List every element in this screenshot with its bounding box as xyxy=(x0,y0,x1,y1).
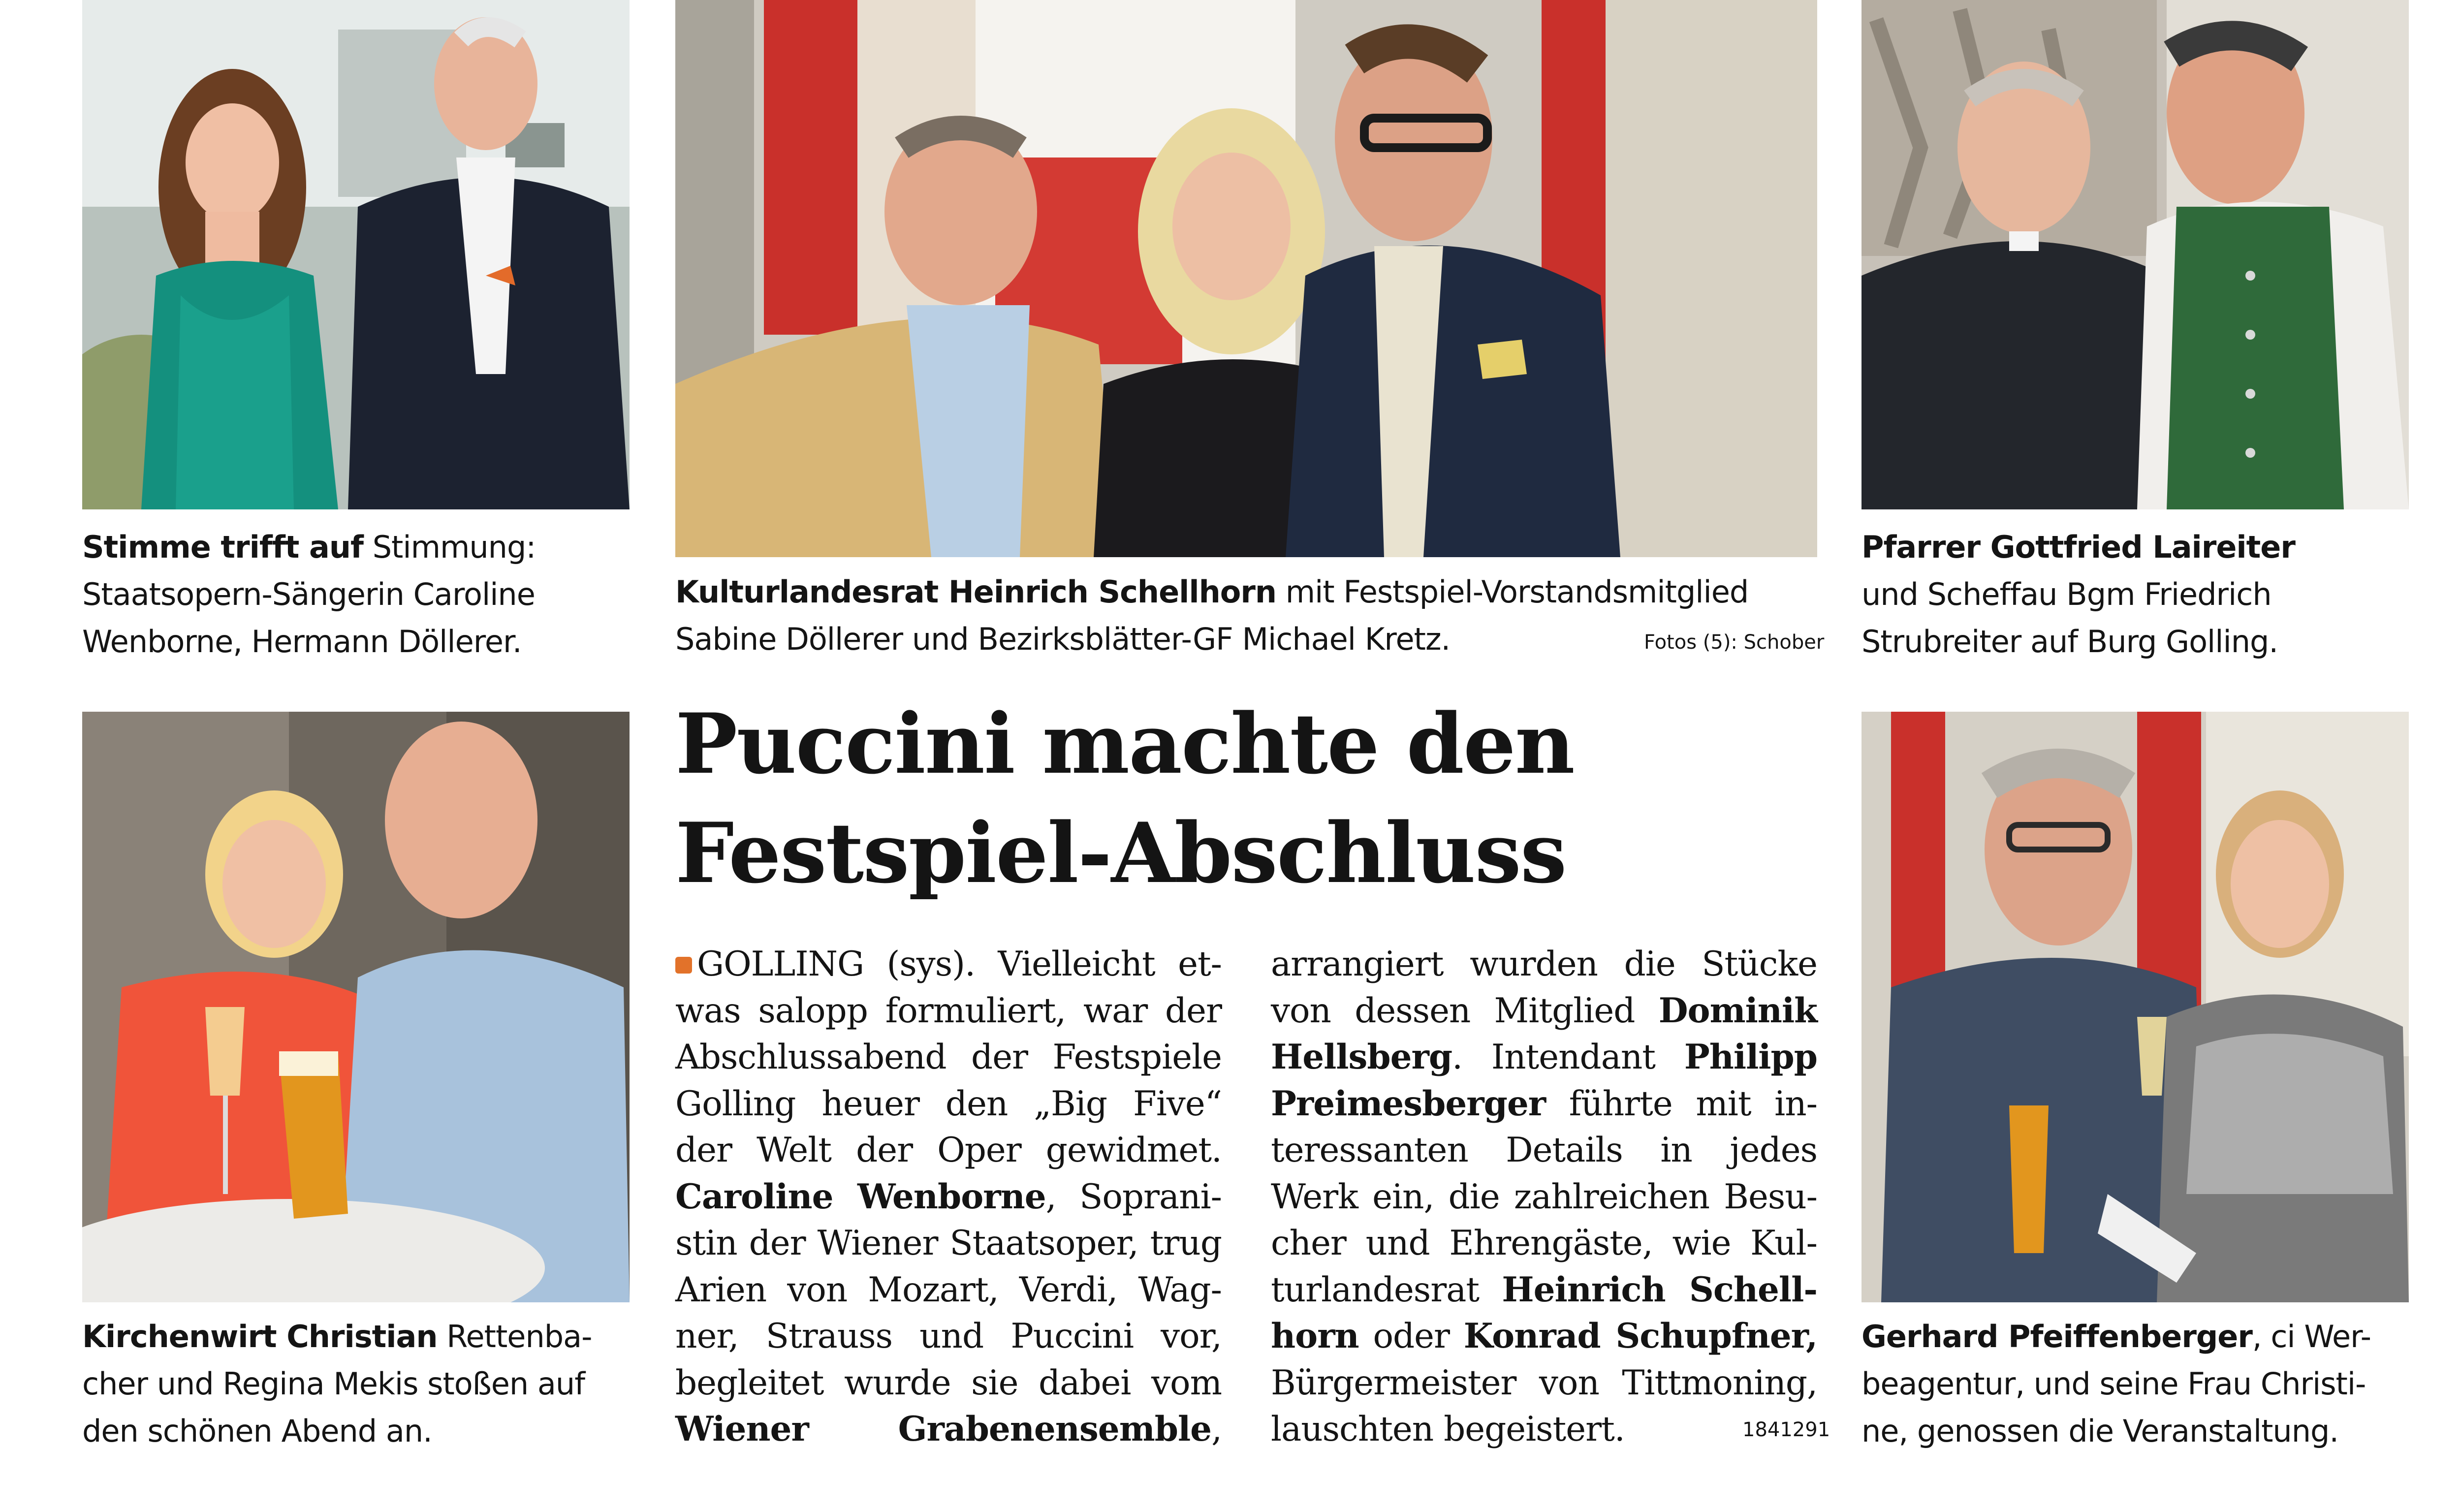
body-bold: Dominik xyxy=(1658,990,1817,1031)
body-line: der Welt der Oper gewidmet. xyxy=(675,1131,1222,1170)
body-bold: Heinrich Schell- xyxy=(1502,1269,1817,1310)
caption-bold: Kulturlandesrat Heinrich Schellhorn xyxy=(675,574,1277,610)
body-line: . Intendant xyxy=(1452,1038,1684,1077)
body-bold: Wiener Grabenensemble xyxy=(675,1409,1212,1449)
photo-credit: Fotos (5): Schober xyxy=(1644,631,1825,654)
caption-photo-pfeiffenberger xyxy=(1862,1313,2409,1455)
body-line: Werk ein, die zahlreichen Besu- xyxy=(1271,1177,1817,1217)
body-line: von dessen Mitglied xyxy=(1271,991,1659,1031)
photo-landesrat-group xyxy=(675,0,1817,557)
body-line: Arien von Mozart, Verdi, Wag- xyxy=(675,1270,1222,1310)
caption-text: mit Festspiel-Vorstandsmitglied xyxy=(1276,574,1749,610)
photo-kirchenwirt-toast xyxy=(82,712,630,1302)
caption-photo-priest xyxy=(1862,524,2409,665)
body-line: Bürgermeister von Tittmoning, xyxy=(1271,1363,1817,1403)
article-headline xyxy=(675,689,1817,908)
article-column-2 xyxy=(1271,941,1817,1453)
body-line: teressanten Details in jedes xyxy=(1271,1131,1817,1170)
caption-photo-kirchenwirt xyxy=(82,1313,630,1455)
caption-bold: Kirchenwirt Christian xyxy=(82,1319,438,1354)
caption-bold: Gerhard Pfeiffenberger xyxy=(1862,1319,2252,1354)
article-column-1 xyxy=(675,941,1222,1453)
body-bold: Konrad Schupfner, xyxy=(1463,1316,1817,1356)
caption-text: Strubreiter auf Burg Golling. xyxy=(1862,624,2278,660)
article-code: 1841291 xyxy=(1742,1418,1830,1441)
body-line: , Soprani- xyxy=(1045,1177,1222,1217)
body-line: GOLLING (sys). Vielleicht et- xyxy=(697,945,1222,984)
body-line: was salopp formuliert, war der xyxy=(675,991,1222,1031)
body-line: , xyxy=(1211,1410,1222,1449)
photo-singer-and-host xyxy=(82,0,630,509)
caption-photo-singer xyxy=(82,524,630,665)
caption-text: Staatsopern-Sängerin Caroline xyxy=(82,576,535,612)
caption-text: cher und Regina Mekis stoßen auf xyxy=(82,1366,585,1402)
body-line: ner, Strauss und Puccini vor, xyxy=(675,1317,1222,1356)
caption-text: den schönen Abend an. xyxy=(82,1413,432,1449)
body-line: führte mit in- xyxy=(1546,1084,1817,1124)
body-line: cher und Ehrengäste, wie Kul- xyxy=(1271,1224,1817,1263)
body-bold: Preimesberger xyxy=(1271,1083,1546,1124)
body-bold: Caroline Wenborne xyxy=(675,1176,1046,1217)
caption-text: , ci Wer- xyxy=(2252,1319,2371,1354)
photo-pfeiffenberger-couple xyxy=(1862,712,2409,1302)
caption-text: Rettenba- xyxy=(437,1319,592,1354)
caption-text: Wenborne, Hermann Döllerer. xyxy=(82,624,522,660)
body-line: oder xyxy=(1358,1317,1464,1356)
body-bold: Philipp xyxy=(1684,1037,1817,1077)
caption-text: und Scheffau Bgm Friedrich xyxy=(1862,576,2272,612)
orange-bullet-icon xyxy=(675,957,692,974)
body-line: lauschten begeistert. xyxy=(1271,1410,1625,1449)
caption-text: ne, genossen die Veranstaltung. xyxy=(1862,1413,2339,1449)
body-line: Golling heuer den „Big Five“ xyxy=(675,1084,1222,1124)
caption-text: Stimmung: xyxy=(363,529,536,565)
body-line: arrangiert wurden die Stücke xyxy=(1271,945,1817,984)
headline-line: Puccini machte den xyxy=(675,695,1574,792)
headline-line: Festspiel-Abschluss xyxy=(675,804,1566,902)
caption-text: Sabine Döllerer und Bezirksblätter-GF Michael Kretz. xyxy=(675,621,1451,657)
body-bold: horn xyxy=(1271,1316,1359,1356)
body-bold: Hellsberg xyxy=(1271,1037,1452,1077)
caption-bold: Pfarrer Gottfried Laireiter xyxy=(1862,529,2295,565)
caption-text: beagentur, und seine Frau Christi- xyxy=(1862,1366,2366,1402)
body-line: turlandesrat xyxy=(1271,1270,1502,1310)
caption-bold: Stimme trifft auf xyxy=(82,529,363,565)
photo-priest-and-mayor xyxy=(1862,0,2409,509)
body-line: stin der Wiener Staatsoper, trug xyxy=(675,1224,1222,1263)
body-line: begleitet wurde sie dabei vom xyxy=(675,1363,1222,1403)
body-line: Abschlussabend der Festspiele xyxy=(675,1038,1222,1077)
